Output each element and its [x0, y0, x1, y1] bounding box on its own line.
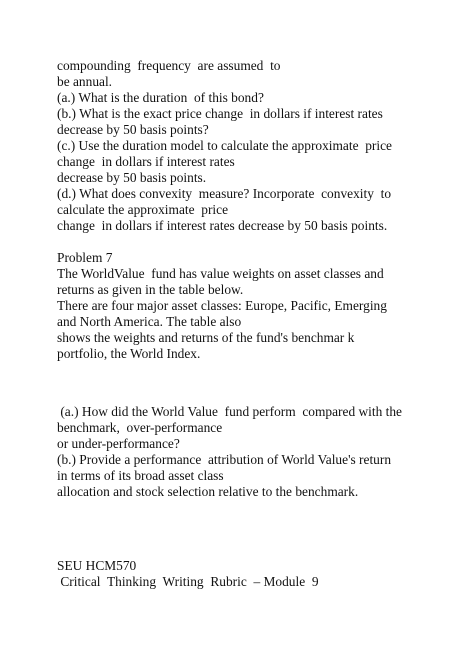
problem-question-line: benchmark, over-performance [57, 420, 223, 435]
problem-question-line: allocation and stock selection relative to the benchmark. [57, 484, 359, 499]
problem-question-line: or under-performance? [57, 436, 180, 451]
problem-question-line: in terms of its broad asset class [57, 468, 224, 483]
text-line: calculate the approximate price [57, 202, 229, 217]
text-line: compounding frequency are assumed to [57, 58, 281, 73]
problem-description-line: portfolio, the World Index. [57, 346, 201, 361]
question-b-price-change: (b.) What is the exact price change in dollars if interest rates [57, 106, 383, 121]
text-line: be annual. [57, 74, 113, 89]
problem-description-line: There are four major asset classes: Europe, Pacific, Emerging [57, 298, 387, 313]
text-line: decrease by 50 basis points? [57, 122, 209, 137]
text-line: change in dollars if interest rates [57, 154, 235, 169]
problem-question-b: (b.) Provide a performance attribution of World Value's return [57, 452, 392, 467]
text-line: decrease by 50 basis points. [57, 170, 207, 185]
problem-description-line: returns as given in the table below. [57, 282, 244, 297]
question-c-duration-model: (c.) Use the duration model to calculate the approximate price [57, 138, 393, 153]
problem-description-line: The WorldValue fund has value weights on asset classes and [57, 266, 384, 281]
problem-question-a: (a.) How did the World Value fund perform compared with the [57, 404, 403, 419]
rubric-title: Critical Thinking Writing Rubric – Module 9 [57, 574, 319, 589]
problem-heading: Problem 7 [57, 250, 113, 265]
question-a-duration: (a.) What is the duration of this bond? [57, 90, 264, 105]
problem-description-line: and North America. The table also [57, 314, 242, 329]
course-code: SEU HCM570 [57, 558, 137, 573]
question-d-convexity: (d.) What does convexity measure? Incorporate convexity to [57, 186, 392, 201]
text-line: change in dollars if interest rates decrease by 50 basis points. [57, 218, 388, 233]
problem-description-line: shows the weights and returns of the fund's benchmar k [57, 330, 355, 345]
